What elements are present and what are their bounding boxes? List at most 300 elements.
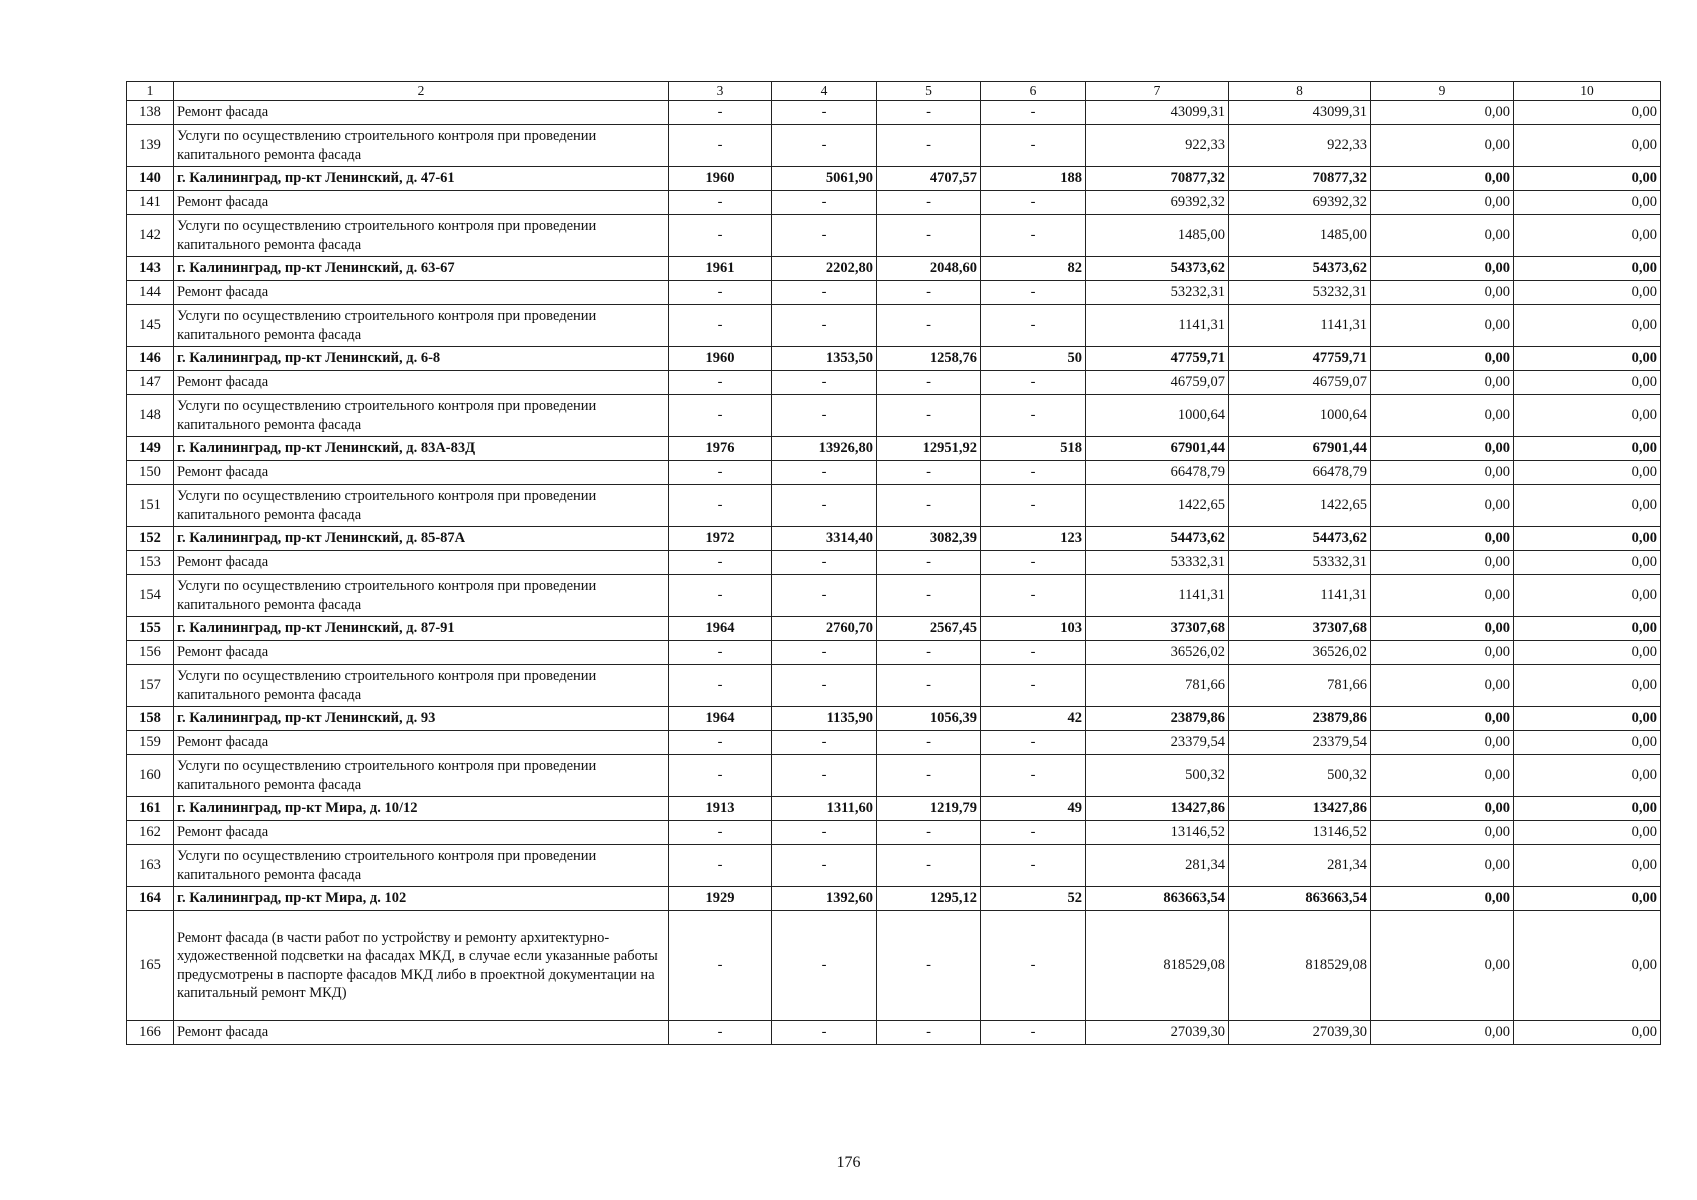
column-number-row — [127, 82, 1661, 101]
cost-total-value: 1141,31 — [1086, 305, 1229, 347]
row-name: Ремонт фасада — [174, 1021, 669, 1045]
row-number: 162 — [127, 821, 174, 845]
year-value: 1972 — [669, 527, 772, 551]
area-total-value: 3314,40 — [772, 527, 877, 551]
row-name: Ремонт фасада — [174, 731, 669, 755]
area-living-value: - — [877, 575, 981, 617]
area-living-value: - — [877, 911, 981, 1021]
cost-col10-value: 0,00 — [1514, 395, 1661, 437]
year-value: - — [669, 395, 772, 437]
area-total-value: - — [772, 755, 877, 797]
cost-col9-value: 0,00 — [1371, 1021, 1514, 1045]
cost-col9-value: 0,00 — [1371, 887, 1514, 911]
residents-value: - — [981, 191, 1086, 215]
cost-col9-value: 0,00 — [1371, 437, 1514, 461]
work-row — [127, 821, 1661, 845]
work-row — [127, 551, 1661, 575]
cost-fund-value: 69392,32 — [1229, 191, 1371, 215]
row-name: Ремонт фасада — [174, 551, 669, 575]
work-row — [127, 845, 1661, 887]
column-header: 5 — [877, 82, 981, 101]
year-value: - — [669, 371, 772, 395]
row-name: Услуги по осуществлению строительного контроля при проведении капитального ремонта фасада — [174, 665, 669, 707]
row-name: г. Калининград, пр-кт Мира, д. 10/12 — [174, 797, 669, 821]
year-value: - — [669, 1021, 772, 1045]
cost-col10-value: 0,00 — [1514, 797, 1661, 821]
cost-fund-value: 23379,54 — [1229, 731, 1371, 755]
row-name: г. Калининград, пр-кт Ленинский, д. 85-87А — [174, 527, 669, 551]
year-value: - — [669, 305, 772, 347]
cost-col9-value: 0,00 — [1371, 551, 1514, 575]
residents-value: - — [981, 395, 1086, 437]
row-name: Ремонт фасада — [174, 641, 669, 665]
area-living-value: - — [877, 665, 981, 707]
area-living-value: 12951,92 — [877, 437, 981, 461]
row-name: Ремонт фасада — [174, 281, 669, 305]
residents-value: - — [981, 845, 1086, 887]
cost-col10-value: 0,00 — [1514, 755, 1661, 797]
work-row — [127, 641, 1661, 665]
cost-fund-value: 67901,44 — [1229, 437, 1371, 461]
address-row — [127, 437, 1661, 461]
work-row — [127, 911, 1661, 1021]
cost-total-value: 863663,54 — [1086, 887, 1229, 911]
cost-total-value: 67901,44 — [1086, 437, 1229, 461]
residents-value: - — [981, 665, 1086, 707]
cost-col9-value: 0,00 — [1371, 215, 1514, 257]
year-value: - — [669, 731, 772, 755]
year-value: - — [669, 845, 772, 887]
address-row — [127, 347, 1661, 371]
cost-fund-value: 23879,86 — [1229, 707, 1371, 731]
row-number: 147 — [127, 371, 174, 395]
residents-value: 82 — [981, 257, 1086, 281]
cost-fund-value: 47759,71 — [1229, 347, 1371, 371]
row-number: 153 — [127, 551, 174, 575]
area-total-value: - — [772, 1021, 877, 1045]
cost-fund-value: 1141,31 — [1229, 575, 1371, 617]
cost-total-value: 781,66 — [1086, 665, 1229, 707]
row-number: 158 — [127, 707, 174, 731]
residents-value: - — [981, 281, 1086, 305]
cost-total-value: 69392,32 — [1086, 191, 1229, 215]
cost-total-value: 281,34 — [1086, 845, 1229, 887]
area-living-value: - — [877, 731, 981, 755]
row-number: 145 — [127, 305, 174, 347]
area-living-value: 1295,12 — [877, 887, 981, 911]
year-value: 1960 — [669, 167, 772, 191]
cost-col9-value: 0,00 — [1371, 485, 1514, 527]
cost-col10-value: 0,00 — [1514, 527, 1661, 551]
row-name: г. Калининград, пр-кт Мира, д. 102 — [174, 887, 669, 911]
cost-fund-value: 13427,86 — [1229, 797, 1371, 821]
area-living-value: 4707,57 — [877, 167, 981, 191]
work-row — [127, 485, 1661, 527]
cost-fund-value: 54373,62 — [1229, 257, 1371, 281]
row-number: 141 — [127, 191, 174, 215]
residents-value: - — [981, 755, 1086, 797]
work-row — [127, 395, 1661, 437]
cost-col9-value: 0,00 — [1371, 461, 1514, 485]
residents-value: - — [981, 371, 1086, 395]
row-number: 156 — [127, 641, 174, 665]
page-number: 176 — [836, 1154, 861, 1171]
cost-col9-value: 0,00 — [1371, 101, 1514, 125]
year-value: - — [669, 281, 772, 305]
residents-value: - — [981, 641, 1086, 665]
cost-total-value: 36526,02 — [1086, 641, 1229, 665]
cost-col10-value: 0,00 — [1514, 887, 1661, 911]
cost-col10-value: 0,00 — [1514, 281, 1661, 305]
cost-fund-value: 922,33 — [1229, 125, 1371, 167]
area-total-value: - — [772, 821, 877, 845]
row-name: Услуги по осуществлению строительного контроля при проведении капитального ремонта фасада — [174, 845, 669, 887]
year-value: - — [669, 191, 772, 215]
cost-fund-value: 27039,30 — [1229, 1021, 1371, 1045]
row-number: 143 — [127, 257, 174, 281]
work-row — [127, 305, 1661, 347]
area-total-value: - — [772, 575, 877, 617]
cost-fund-value: 13146,52 — [1229, 821, 1371, 845]
cost-col9-value: 0,00 — [1371, 575, 1514, 617]
residents-value: - — [981, 485, 1086, 527]
residents-value: - — [981, 125, 1086, 167]
cost-col10-value: 0,00 — [1514, 167, 1661, 191]
row-name: Услуги по осуществлению строительного контроля при проведении капитального ремонта фасада — [174, 395, 669, 437]
cost-col9-value: 0,00 — [1371, 797, 1514, 821]
cost-col10-value: 0,00 — [1514, 215, 1661, 257]
residents-value: - — [981, 1021, 1086, 1045]
cost-fund-value: 281,34 — [1229, 845, 1371, 887]
residents-value: 518 — [981, 437, 1086, 461]
cost-col9-value: 0,00 — [1371, 125, 1514, 167]
cost-col10-value: 0,00 — [1514, 911, 1661, 1021]
row-name: Услуги по осуществлению строительного контроля при проведении капитального ремонта фасада — [174, 215, 669, 257]
work-row — [127, 755, 1661, 797]
work-row — [127, 215, 1661, 257]
row-number: 157 — [127, 665, 174, 707]
cost-total-value: 70877,32 — [1086, 167, 1229, 191]
work-row — [127, 461, 1661, 485]
year-value: - — [669, 821, 772, 845]
address-row — [127, 527, 1661, 551]
cost-col9-value: 0,00 — [1371, 167, 1514, 191]
cost-col9-value: 0,00 — [1371, 617, 1514, 641]
work-row — [127, 191, 1661, 215]
row-name: Ремонт фасада — [174, 461, 669, 485]
row-number: 163 — [127, 845, 174, 887]
row-number: 140 — [127, 167, 174, 191]
cost-fund-value: 1422,65 — [1229, 485, 1371, 527]
area-total-value: - — [772, 641, 877, 665]
year-value: - — [669, 551, 772, 575]
row-name: Услуги по осуществлению строительного контроля при проведении капитального ремонта фасада — [174, 575, 669, 617]
cost-fund-value: 818529,08 — [1229, 911, 1371, 1021]
cost-fund-value: 54473,62 — [1229, 527, 1371, 551]
residents-value: - — [981, 551, 1086, 575]
row-name: Услуги по осуществлению строительного контроля при проведении капитального ремонта фасада — [174, 125, 669, 167]
residents-value: 52 — [981, 887, 1086, 911]
row-name: Услуги по осуществлению строительного контроля при проведении капитального ремонта фасада — [174, 485, 669, 527]
year-value: - — [669, 911, 772, 1021]
row-name: г. Калининград, пр-кт Ленинский, д. 6-8 — [174, 347, 669, 371]
residents-value: - — [981, 821, 1086, 845]
area-total-value: 13926,80 — [772, 437, 877, 461]
row-number: 139 — [127, 125, 174, 167]
cost-fund-value: 53232,31 — [1229, 281, 1371, 305]
residents-value: - — [981, 101, 1086, 125]
row-number: 154 — [127, 575, 174, 617]
address-row — [127, 167, 1661, 191]
cost-col9-value: 0,00 — [1371, 755, 1514, 797]
cost-total-value: 66478,79 — [1086, 461, 1229, 485]
area-living-value: - — [877, 305, 981, 347]
row-number: 160 — [127, 755, 174, 797]
area-total-value: 2760,70 — [772, 617, 877, 641]
cost-col10-value: 0,00 — [1514, 665, 1661, 707]
residents-value: 42 — [981, 707, 1086, 731]
cost-total-value: 1141,31 — [1086, 575, 1229, 617]
cost-fund-value: 66478,79 — [1229, 461, 1371, 485]
row-name: г. Калининград, пр-кт Ленинский, д. 47-61 — [174, 167, 669, 191]
cost-fund-value: 1141,31 — [1229, 305, 1371, 347]
cost-col10-value: 0,00 — [1514, 1021, 1661, 1045]
area-living-value: - — [877, 191, 981, 215]
area-total-value: - — [772, 485, 877, 527]
cost-total-value: 53332,31 — [1086, 551, 1229, 575]
column-header: 9 — [1371, 82, 1514, 101]
cost-fund-value: 43099,31 — [1229, 101, 1371, 125]
cost-col9-value: 0,00 — [1371, 911, 1514, 1021]
column-header: 7 — [1086, 82, 1229, 101]
row-name: Ремонт фасада (в части работ по устройству и ремонту архитектурно-художественной подсветки на фасадах МКД, в случае если указанные работы предусмотрены в паспорте фасадов МКД либо в проектной документации на капитальный ремонт МКД) — [174, 911, 669, 1021]
row-name: Ремонт фасада — [174, 101, 669, 125]
cost-col10-value: 0,00 — [1514, 575, 1661, 617]
year-value: - — [669, 125, 772, 167]
cost-col10-value: 0,00 — [1514, 101, 1661, 125]
cost-total-value: 13146,52 — [1086, 821, 1229, 845]
cost-total-value: 43099,31 — [1086, 101, 1229, 125]
area-living-value: - — [877, 125, 981, 167]
row-number: 148 — [127, 395, 174, 437]
row-number: 152 — [127, 527, 174, 551]
row-number: 150 — [127, 461, 174, 485]
work-row — [127, 371, 1661, 395]
cost-total-value: 27039,30 — [1086, 1021, 1229, 1045]
column-header: 1 — [127, 82, 174, 101]
year-value: - — [669, 215, 772, 257]
cost-col10-value: 0,00 — [1514, 707, 1661, 731]
area-living-value: - — [877, 641, 981, 665]
address-row — [127, 797, 1661, 821]
cost-total-value: 23379,54 — [1086, 731, 1229, 755]
cost-col10-value: 0,00 — [1514, 485, 1661, 527]
cost-total-value: 53232,31 — [1086, 281, 1229, 305]
cost-col9-value: 0,00 — [1371, 845, 1514, 887]
area-total-value: - — [772, 371, 877, 395]
cost-fund-value: 1485,00 — [1229, 215, 1371, 257]
residents-value: - — [981, 911, 1086, 1021]
cost-col9-value: 0,00 — [1371, 191, 1514, 215]
cost-fund-value: 36526,02 — [1229, 641, 1371, 665]
residents-value: - — [981, 305, 1086, 347]
cost-total-value: 54373,62 — [1086, 257, 1229, 281]
row-number: 142 — [127, 215, 174, 257]
area-living-value: - — [877, 755, 981, 797]
residents-value: 49 — [981, 797, 1086, 821]
work-row — [127, 281, 1661, 305]
cost-total-value: 37307,68 — [1086, 617, 1229, 641]
area-total-value: 1353,50 — [772, 347, 877, 371]
cost-col10-value: 0,00 — [1514, 617, 1661, 641]
column-header: 8 — [1229, 82, 1371, 101]
cost-col9-value: 0,00 — [1371, 395, 1514, 437]
area-living-value: 2567,45 — [877, 617, 981, 641]
column-header: 2 — [174, 82, 669, 101]
row-number: 144 — [127, 281, 174, 305]
cost-fund-value: 37307,68 — [1229, 617, 1371, 641]
residents-value: - — [981, 731, 1086, 755]
cost-col9-value: 0,00 — [1371, 281, 1514, 305]
cost-fund-value: 53332,31 — [1229, 551, 1371, 575]
area-living-value: - — [877, 371, 981, 395]
area-living-value: - — [877, 215, 981, 257]
row-number: 161 — [127, 797, 174, 821]
cost-col9-value: 0,00 — [1371, 347, 1514, 371]
work-row — [127, 125, 1661, 167]
cost-fund-value: 1000,64 — [1229, 395, 1371, 437]
work-row — [127, 1021, 1661, 1045]
cost-fund-value: 500,32 — [1229, 755, 1371, 797]
area-living-value: 1258,76 — [877, 347, 981, 371]
year-value: 1964 — [669, 617, 772, 641]
area-total-value: 1311,60 — [772, 797, 877, 821]
area-living-value: - — [877, 485, 981, 527]
cost-total-value: 818529,08 — [1086, 911, 1229, 1021]
area-living-value: 1056,39 — [877, 707, 981, 731]
row-number: 138 — [127, 101, 174, 125]
cost-col10-value: 0,00 — [1514, 845, 1661, 887]
year-value: 1961 — [669, 257, 772, 281]
area-total-value: - — [772, 191, 877, 215]
table-body — [127, 82, 1661, 1045]
row-number: 151 — [127, 485, 174, 527]
area-total-value: 2202,80 — [772, 257, 877, 281]
year-value: - — [669, 461, 772, 485]
row-name: г. Калининград, пр-кт Ленинский, д. 93 — [174, 707, 669, 731]
row-number: 166 — [127, 1021, 174, 1045]
cost-col9-value: 0,00 — [1371, 371, 1514, 395]
year-value: - — [669, 641, 772, 665]
cost-total-value: 13427,86 — [1086, 797, 1229, 821]
cost-fund-value: 46759,07 — [1229, 371, 1371, 395]
row-number: 146 — [127, 347, 174, 371]
cost-col9-value: 0,00 — [1371, 707, 1514, 731]
area-total-value: 1392,60 — [772, 887, 877, 911]
area-total-value: - — [772, 911, 877, 1021]
address-row — [127, 707, 1661, 731]
area-total-value: - — [772, 305, 877, 347]
area-total-value: - — [772, 395, 877, 437]
area-living-value: - — [877, 101, 981, 125]
cost-total-value: 1422,65 — [1086, 485, 1229, 527]
year-value: 1964 — [669, 707, 772, 731]
area-living-value: - — [877, 821, 981, 845]
area-living-value: 1219,79 — [877, 797, 981, 821]
cost-col10-value: 0,00 — [1514, 305, 1661, 347]
cost-total-value: 1000,64 — [1086, 395, 1229, 437]
cost-col10-value: 0,00 — [1514, 551, 1661, 575]
row-number: 149 — [127, 437, 174, 461]
cost-total-value: 922,33 — [1086, 125, 1229, 167]
cost-col10-value: 0,00 — [1514, 257, 1661, 281]
row-number: 159 — [127, 731, 174, 755]
area-living-value: - — [877, 461, 981, 485]
residents-value: - — [981, 215, 1086, 257]
address-row — [127, 257, 1661, 281]
area-total-value: - — [772, 551, 877, 575]
row-name: Ремонт фасада — [174, 821, 669, 845]
residents-value: 123 — [981, 527, 1086, 551]
column-header: 4 — [772, 82, 877, 101]
row-number: 165 — [127, 911, 174, 1021]
year-value: 1929 — [669, 887, 772, 911]
area-total-value: - — [772, 665, 877, 707]
work-row — [127, 575, 1661, 617]
area-living-value: - — [877, 1021, 981, 1045]
row-number: 164 — [127, 887, 174, 911]
area-total-value: - — [772, 101, 877, 125]
cost-col9-value: 0,00 — [1371, 527, 1514, 551]
row-number: 155 — [127, 617, 174, 641]
residents-value: - — [981, 575, 1086, 617]
cost-col10-value: 0,00 — [1514, 641, 1661, 665]
area-total-value: - — [772, 281, 877, 305]
area-total-value: - — [772, 215, 877, 257]
residents-value: 188 — [981, 167, 1086, 191]
cost-col9-value: 0,00 — [1371, 731, 1514, 755]
address-row — [127, 887, 1661, 911]
column-header: 10 — [1514, 82, 1661, 101]
year-value: 1960 — [669, 347, 772, 371]
area-living-value: - — [877, 395, 981, 437]
year-value: - — [669, 755, 772, 797]
cost-col10-value: 0,00 — [1514, 125, 1661, 167]
cost-col9-value: 0,00 — [1371, 257, 1514, 281]
cost-col10-value: 0,00 — [1514, 461, 1661, 485]
year-value: - — [669, 485, 772, 527]
area-total-value: - — [772, 461, 877, 485]
area-living-value: - — [877, 281, 981, 305]
facade-repair-table — [126, 81, 1661, 1045]
cost-total-value: 500,32 — [1086, 755, 1229, 797]
row-name: Ремонт фасада — [174, 191, 669, 215]
area-total-value: - — [772, 731, 877, 755]
year-value: 1976 — [669, 437, 772, 461]
cost-fund-value: 70877,32 — [1229, 167, 1371, 191]
cost-total-value: 1485,00 — [1086, 215, 1229, 257]
area-total-value: - — [772, 125, 877, 167]
cost-col10-value: 0,00 — [1514, 347, 1661, 371]
cost-total-value: 54473,62 — [1086, 527, 1229, 551]
year-value: - — [669, 101, 772, 125]
cost-fund-value: 781,66 — [1229, 665, 1371, 707]
row-name: г. Калининград, пр-кт Ленинский, д. 63-67 — [174, 257, 669, 281]
year-value: - — [669, 575, 772, 617]
area-total-value: 1135,90 — [772, 707, 877, 731]
cost-total-value: 46759,07 — [1086, 371, 1229, 395]
year-value: 1913 — [669, 797, 772, 821]
